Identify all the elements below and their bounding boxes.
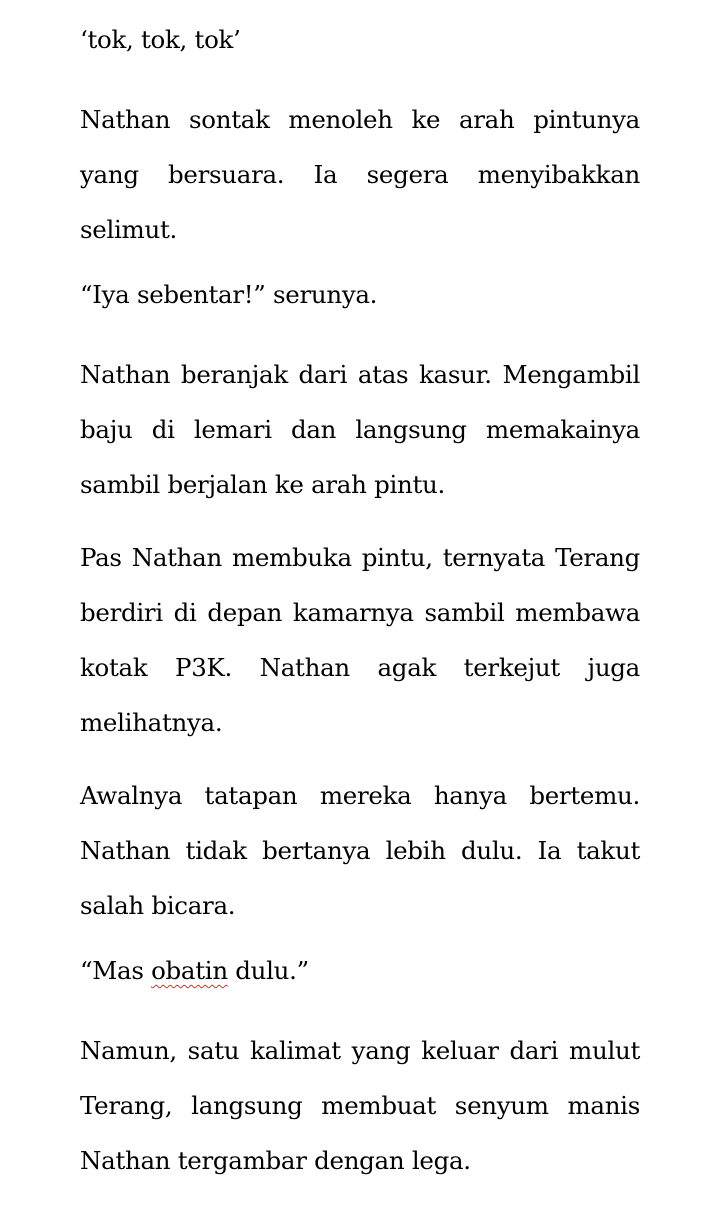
document-page[interactable] [80, 20, 640, 1206]
paragraph-3: “Iya sebentar!” serunya. [80, 280, 378, 309]
paragraph-7-before: “Mas [80, 956, 152, 985]
paragraph-1: ‘tok, tok, tok’ [80, 25, 241, 54]
paragraph-6: Awalnya tatapan mereka hanya bertemu. Nathan tidak bertanya lebih dulu. Ia takut salah bicara. [80, 781, 640, 920]
paragraph-2: Nathan sontak menoleh ke arah pintunya yang bersuara. Ia segera menyibakkan selimut. [80, 105, 640, 244]
spellcheck-flagged-word[interactable]: obatin [151, 956, 228, 985]
paragraph-7-after: dulu.” [227, 956, 309, 985]
paragraph-5: Pas Nathan membuka pintu, ternyata Terang berdiri di depan kamarnya sambil membawa kotak P3K. Nathan agak terkejut juga melihatnya. [80, 543, 640, 737]
paragraph-4: Nathan beranjak dari atas kasur. Mengambil baju di lemari dan langsung memakainya sambil berjalan ke arah pintu. [80, 360, 640, 499]
paragraph-7 [80, 951, 640, 991]
paragraph-8: Namun, satu kalimat yang keluar dari mulut Terang, langsung membuat senyum manis Nathan tergambar dengan lega. [80, 1036, 640, 1175]
